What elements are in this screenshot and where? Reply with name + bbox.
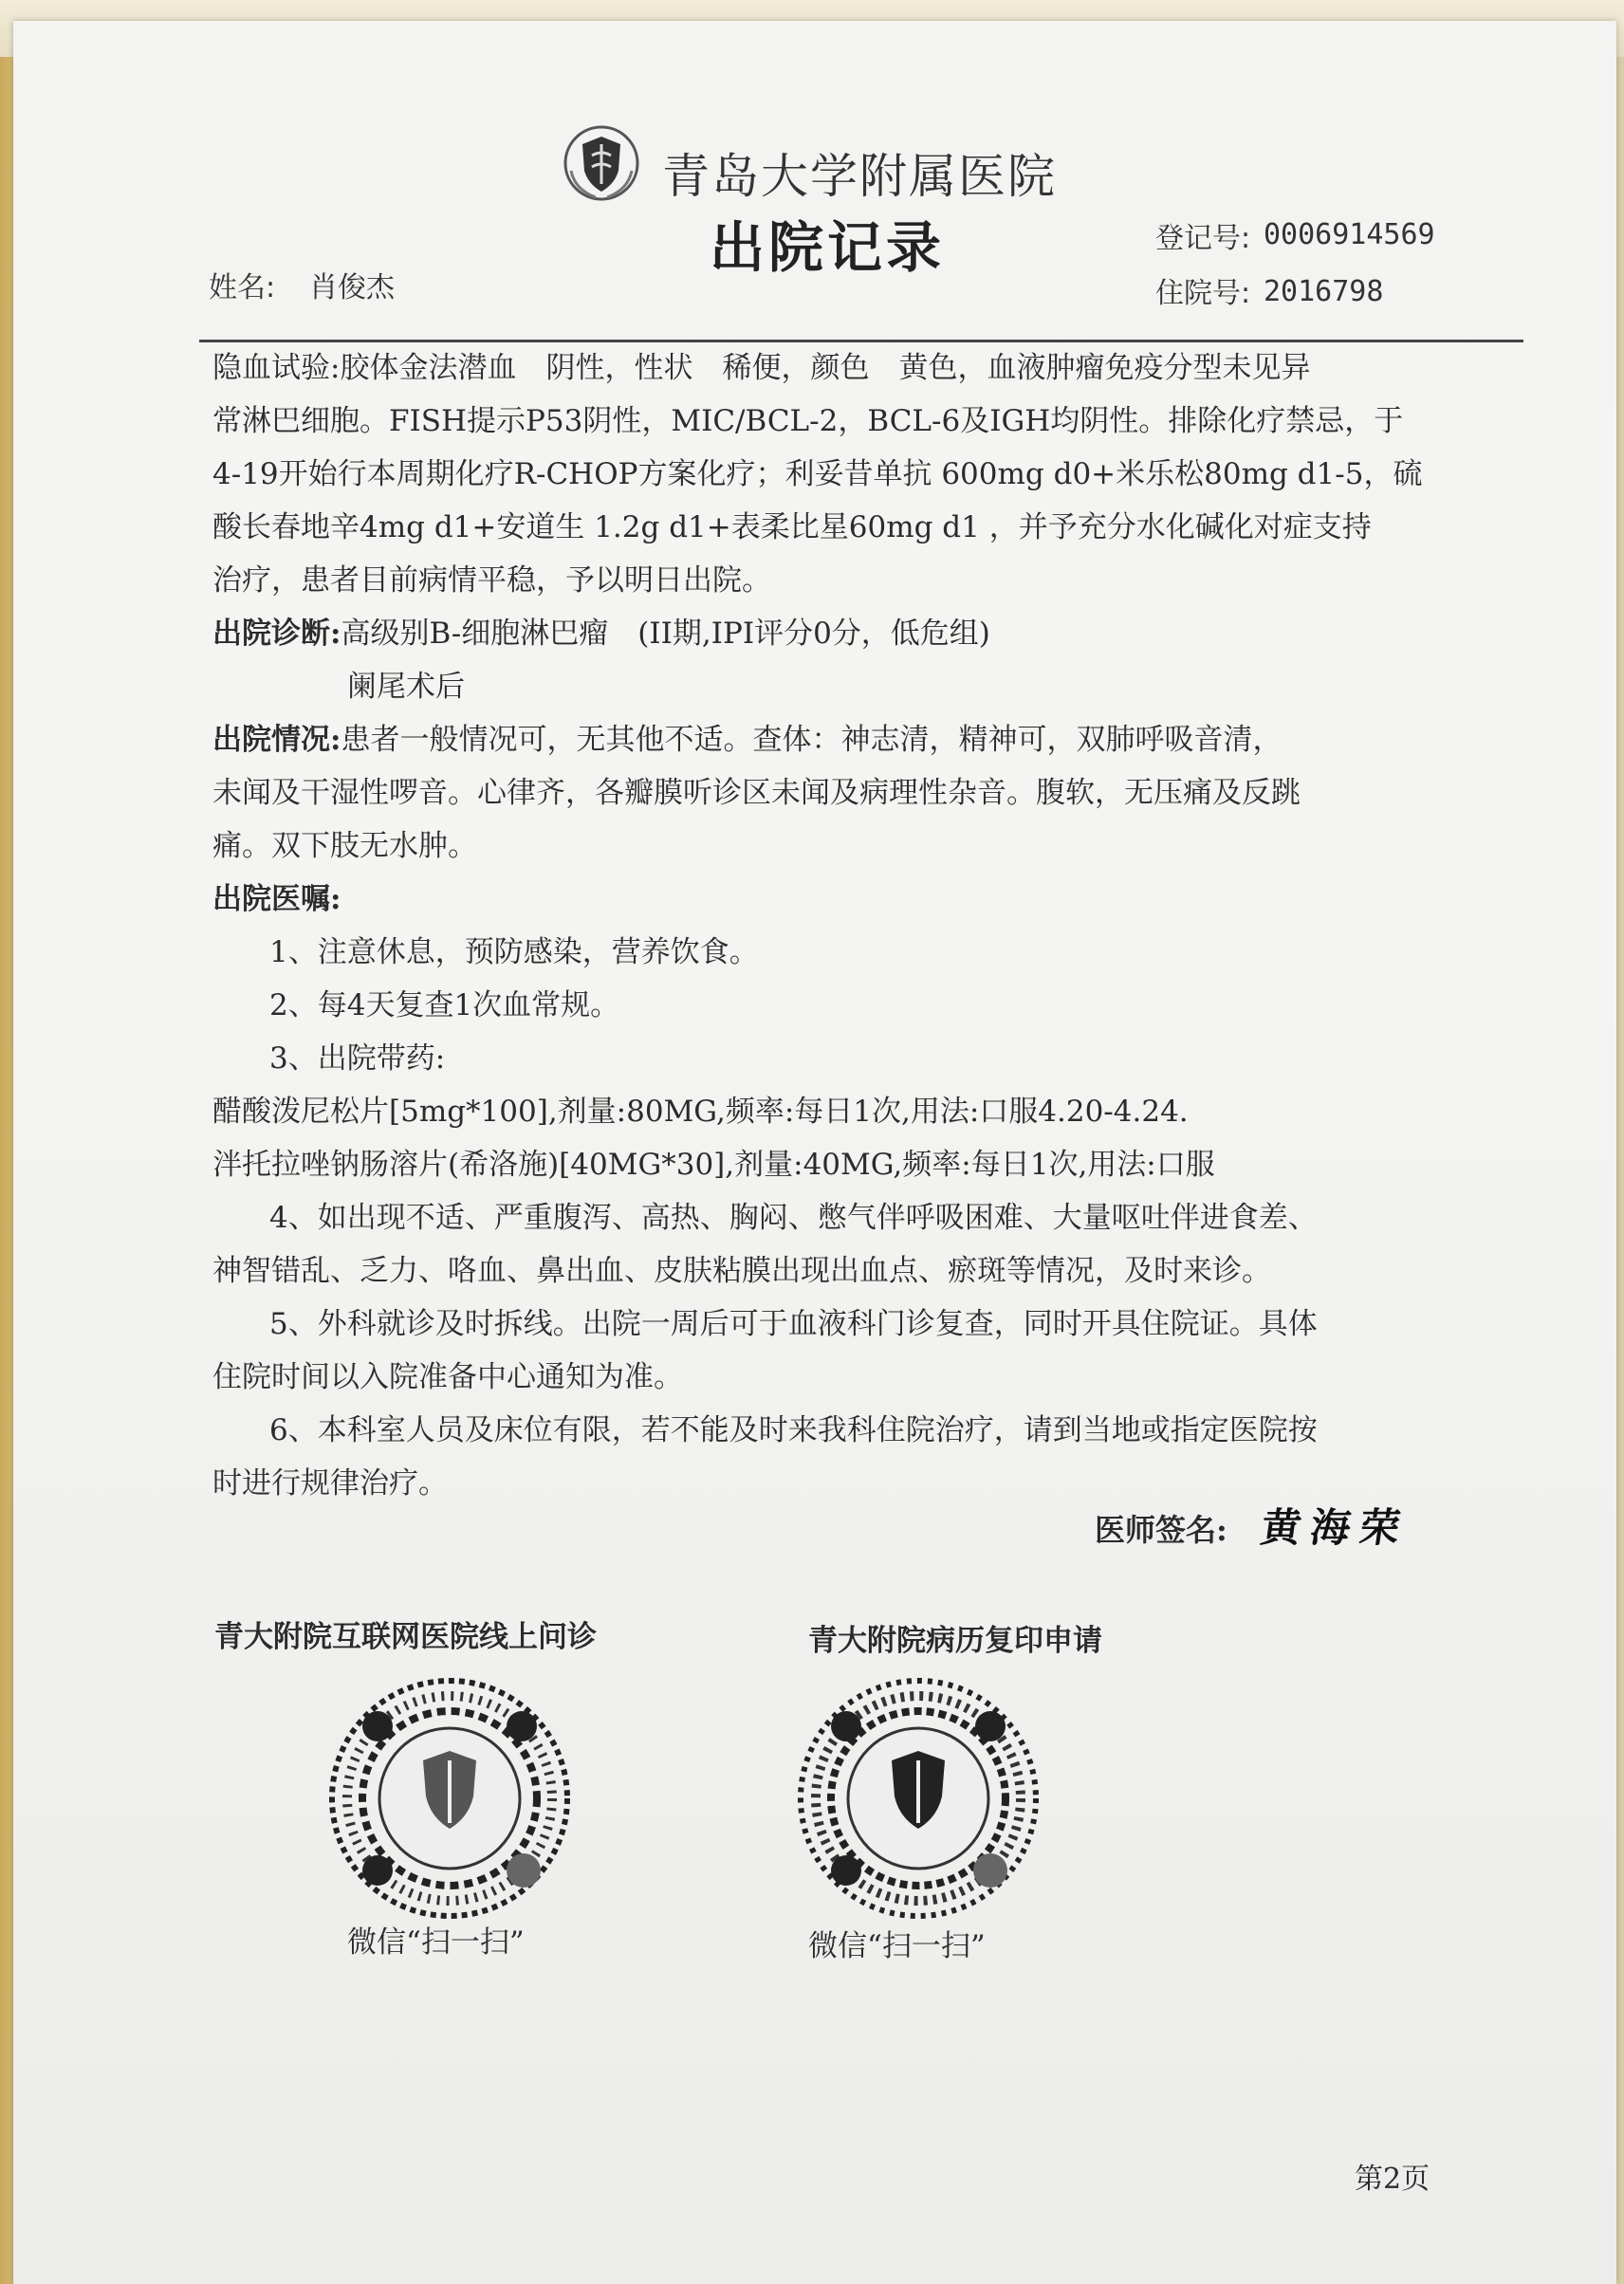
discharge-condition: [212, 713, 1503, 766]
text-line: 住院时间以入院准备中心通知为准。: [212, 1360, 683, 1394]
admission-label: 住院号:: [1155, 277, 1251, 310]
page-number: 第2页: [1355, 2163, 1430, 2196]
document-page: [13, 21, 1616, 2284]
hospital-logo-icon: [562, 123, 641, 203]
diagnosis-label: 出院诊断:: [212, 617, 341, 651]
admission-number: 2016798: [1264, 275, 1384, 308]
document-title: 出院记录: [710, 215, 946, 280]
advice-item: 3、出院带药:: [269, 1041, 446, 1076]
patient-name-label: 姓名:: [209, 271, 276, 304]
advice-item: 1、注意休息，预防感染，营养饮食。: [269, 935, 759, 969]
text-line: 4-19开始行本周期化疗R-CHOP方案化疗；利妥昔单抗 600mg d0+米乐松80mg d1-5，硫: [212, 457, 1423, 491]
text-line: 隐血试验:胶体金法潜血 阴性，性状 稀便，颜色 黄色，血液肿瘤免疫分型未见异: [212, 351, 1311, 385]
doctor-signature: 黄海荣: [1258, 1504, 1413, 1551]
qr-title-record-copy: 青大附院病历复印申请: [808, 1624, 1102, 1658]
text-line: 时进行规律治疗。: [212, 1466, 448, 1501]
record-body: [212, 341, 1503, 1510]
qr-title-online-consult: 青大附院互联网医院线上问诊: [214, 1620, 597, 1654]
medication-item: 泮托拉唑钠肠溶片(希洛施)[40MG*30],剂量:40MG,频率:每日1次,用法:口服: [212, 1148, 1215, 1182]
qr-caption: 微信“扫一扫”: [808, 1929, 986, 1963]
condition-label: 出院情况:: [212, 723, 341, 757]
condition-text: 患者一般情况可，无其他不适。查体：神志清，精神可，双肺呼吸音清，: [341, 723, 1283, 757]
advice-item: 6、本科室人员及床位有限，若不能及时来我科住院治疗，请到当地或指定医院按: [269, 1413, 1318, 1447]
text-line: 痛。双下肢无水肿。: [212, 829, 477, 863]
diagnosis-text-2: 阑尾术后: [347, 670, 465, 704]
text-line: 常淋巴细胞。FISH提示P53阴性，MIC/BCL-2，BCL-6及IGH均阴性。排除化疗禁忌，于: [212, 404, 1404, 438]
advice-item: 5、外科就诊及时拆线。出院一周后可于血液科门诊复查，同时开具住院证。具体: [269, 1307, 1318, 1341]
mini-program-qr-icon[interactable]: [326, 1675, 573, 1922]
text-line: 治疗，患者目前病情平稳，予以明日出院。: [212, 563, 771, 598]
hospital-name: 青岛大学附属医院: [662, 149, 1057, 204]
text-line: 神智错乱、乏力、咯血、鼻出血、皮肤粘膜出现出血点、瘀斑等情况，及时来诊。: [212, 1254, 1271, 1288]
advice-item: 4、如出现不适、严重腹泻、高热、胸闷、憋气伴呼吸困难、大量呕吐伴进食差、: [269, 1201, 1318, 1235]
qr-caption: 微信“扫一扫”: [347, 1925, 525, 1960]
text-line: 酸长春地辛4mg d1+安道生 1.2g d1+表柔比星60mg d1 ，并予充分水化碱化对症支持: [212, 510, 1372, 544]
discharge-diagnosis: [212, 607, 1503, 660]
diagnosis-text: 高级别B-细胞淋巴瘤 (II期,IPI评分0分，低危组): [341, 617, 990, 651]
medication-item: 醋酸泼尼松片[5mg*100],剂量:80MG,频率:每日1次,用法:口服4.20-4.24.: [212, 1095, 1189, 1129]
signature-label: 医师签名:: [1095, 1512, 1227, 1548]
mini-program-qr-icon[interactable]: [795, 1675, 1042, 1922]
text-line: 未闻及干湿性啰音。心律齐，各瓣膜听诊区未闻及病理性杂音。腹软，无压痛及反跳: [212, 776, 1301, 810]
advice-label: 出院医嘱:: [212, 882, 341, 916]
registration-label: 登记号:: [1155, 222, 1251, 255]
advice-item: 2、每4天复查1次血常规。: [269, 988, 620, 1022]
patient-name-value: 肖俊杰: [309, 271, 395, 304]
registration-number: 0006914569: [1264, 218, 1435, 251]
